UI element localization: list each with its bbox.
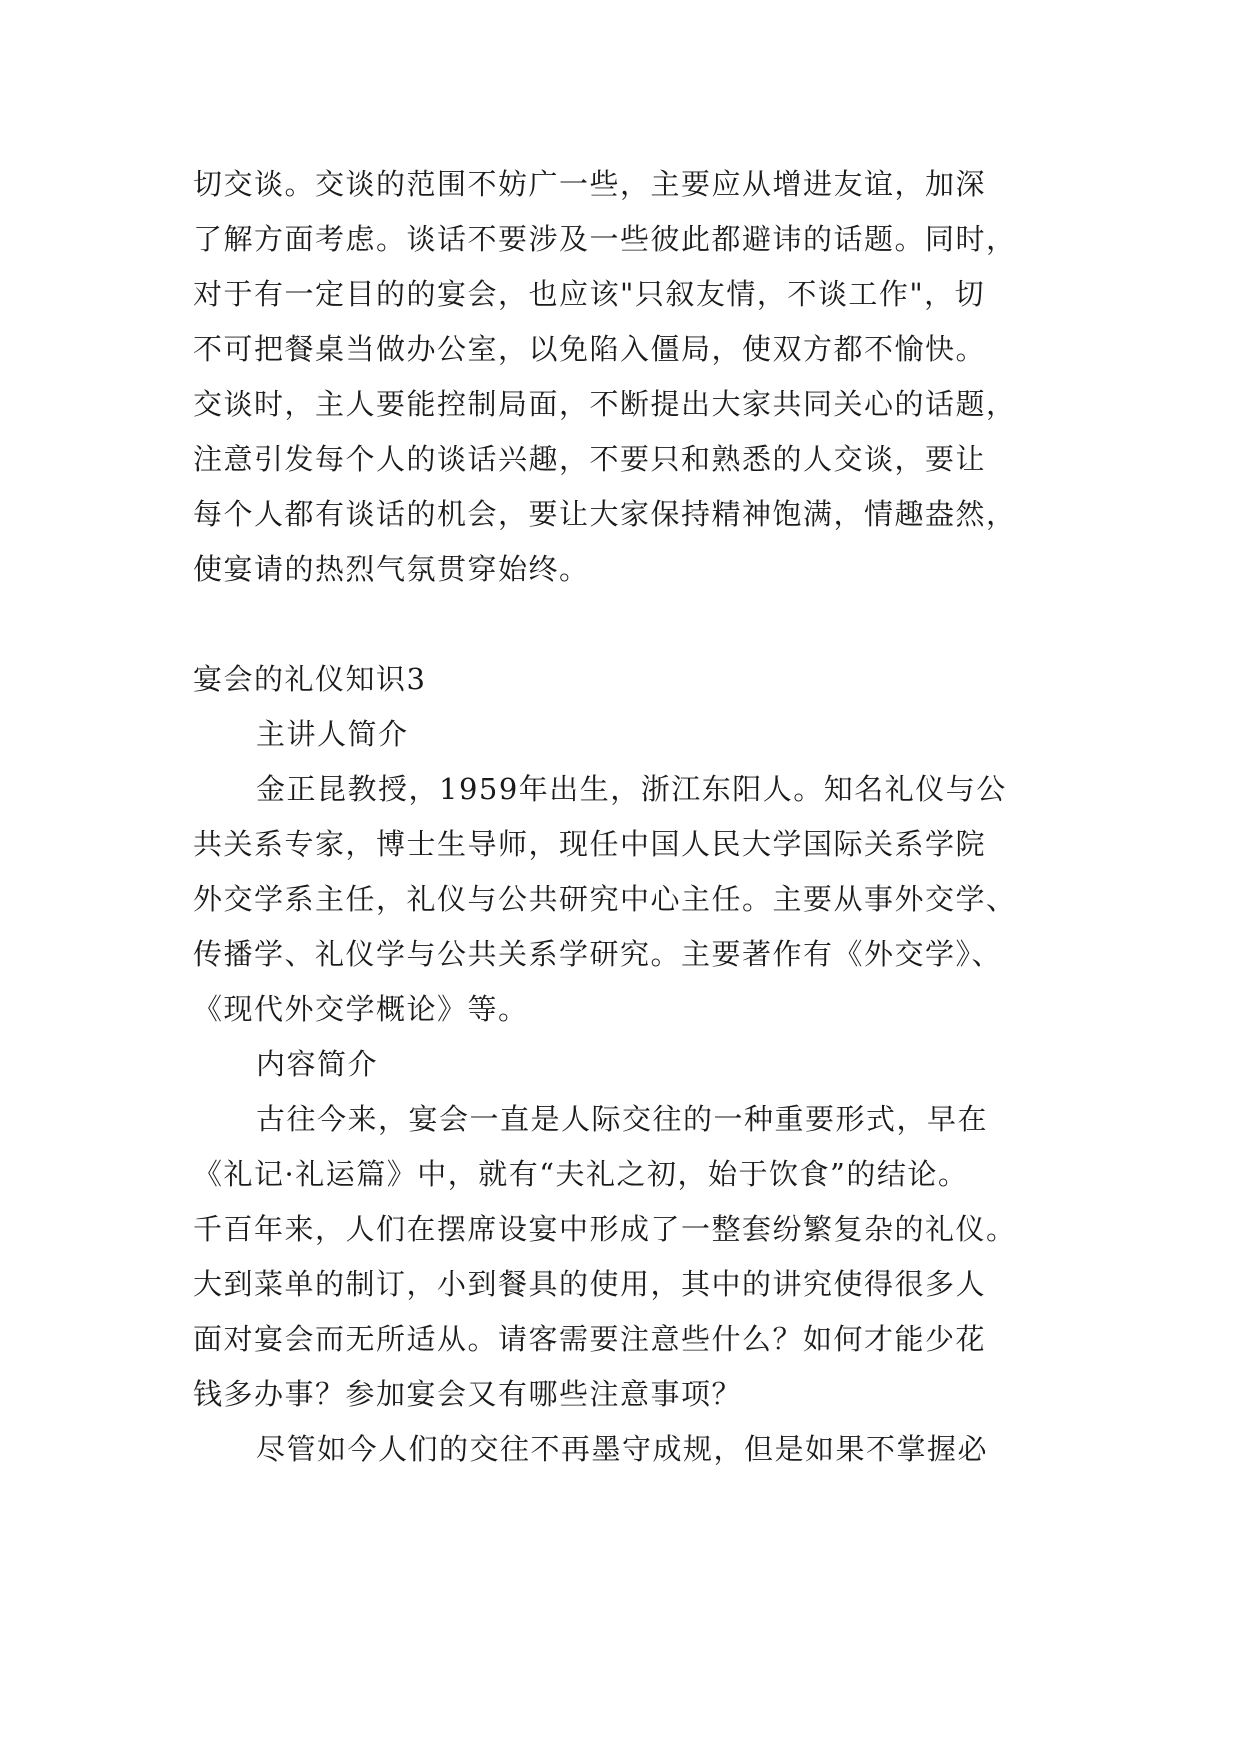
text-line: 面对宴会而无所适从。请客需要注意些什么？如何才能少花	[193, 1322, 987, 1356]
text-line: 《礼记·礼运篇》中，就有“夫礼之初，始于饮食”的结论。	[193, 1157, 969, 1191]
text-line: 不可把餐桌当做办公室，以免陷入僵局，使双方都不愉快。	[193, 332, 987, 366]
text-line: 古往今来，宴会一直是人际交往的一种重要形式，早在	[256, 1102, 989, 1136]
text-line: 了解方面考虑。谈话不要涉及一些彼此都避讳的话题。同时，	[193, 222, 1017, 256]
text-line: 注意引发每个人的谈话兴趣，不要只和熟悉的人交谈，要让	[193, 442, 987, 476]
text-line: 交谈时，主人要能控制局面，不断提出大家共同关心的话题，	[193, 387, 1017, 421]
text-line: 金正昆教授，1959年出生，浙江东阳人。知名礼仪与公	[256, 772, 1007, 806]
text-line: 《现代外交学概论》等。	[193, 992, 529, 1026]
section-title: 宴会的礼仪知识3	[193, 662, 427, 696]
text-line: 外交学系主任，礼仪与公共研究中心主任。主要从事外交学、	[193, 882, 1017, 916]
text-line: 每个人都有谈话的机会，要让大家保持精神饱满，情趣盎然，	[193, 497, 1017, 531]
content-heading: 内容简介	[256, 1047, 379, 1081]
speaker-heading: 主讲人简介	[256, 717, 409, 751]
text-line: 切交谈。交谈的范围不妨广一些，主要应从增进友谊，加深	[193, 167, 987, 201]
text-line: 传播学、礼仪学与公共关系学研究。主要著作有《外交学》、	[193, 937, 1003, 971]
text-line: 大到菜单的制订，小到餐具的使用，其中的讲究使得很多人	[193, 1267, 987, 1301]
text-line: 千百年来，人们在摆席设宴中形成了一整套纷繁复杂的礼仪。	[193, 1212, 1017, 1246]
text-line: 尽管如今人们的交往不再墨守成规，但是如果不掌握必	[256, 1432, 989, 1466]
text-line: 共关系专家，博士生导师，现任中国人民大学国际关系学院	[193, 827, 987, 861]
text-line: 钱多办事？参加宴会又有哪些注意事项？	[193, 1377, 743, 1411]
text-line: 使宴请的热烈气氛贯穿始终。	[193, 552, 590, 586]
text-line: 对于有一定目的的宴会，也应该"只叙友情，不谈工作"，切	[193, 277, 986, 311]
